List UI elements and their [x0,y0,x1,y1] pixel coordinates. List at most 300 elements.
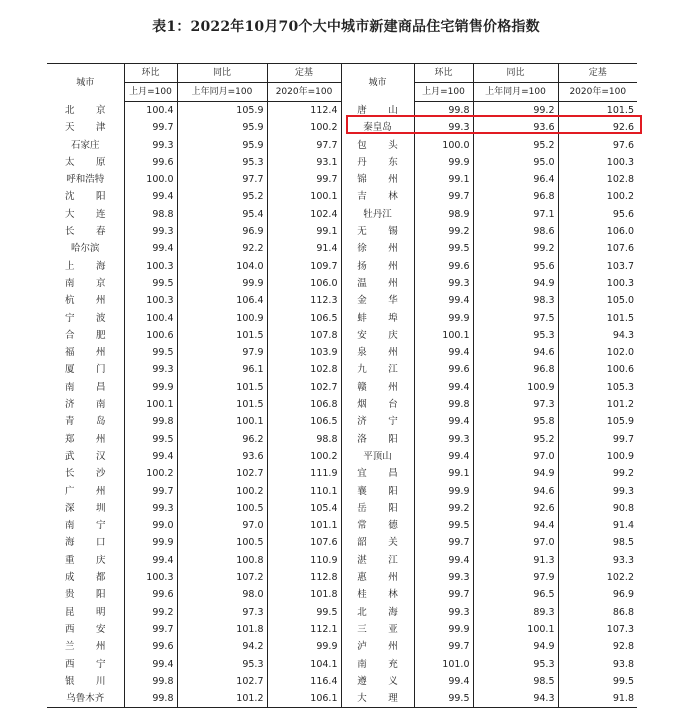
right-mom-cell: 99.9 [414,154,473,171]
left-base-cell: 103.9 [267,344,341,361]
right-mom-cell: 99.3 [414,119,473,136]
right-mom-cell: 99.9 [414,621,473,638]
left-yoy-cell: 102.7 [177,673,267,690]
right-yoy-cell: 95.3 [473,327,558,344]
table-row [47,188,637,205]
table-row [47,292,637,309]
right-yoy-cell: 99.2 [473,240,558,257]
left-city-cell: 海 口 [64,537,112,549]
left-mom-cell: 99.2 [124,604,177,621]
header-yoy-sub-left: 上年同月=100 [177,83,267,102]
right-yoy-cell: 92.6 [473,500,558,517]
right-mom-cell: 99.2 [414,500,473,517]
right-city-cell: 锦 州 [341,171,414,188]
left-base-cell: 100.2 [267,119,341,136]
left-base-cell: 100.2 [267,448,341,465]
right-base-cell: 99.2 [558,465,637,482]
left-mom-cell: 99.5 [124,344,177,361]
left-yoy-cell: 107.2 [177,569,267,586]
left-base-cell: 106.1 [267,690,341,708]
right-yoy-cell: 99.2 [473,102,558,120]
table-row [47,413,637,430]
right-base-cell: 93.8 [558,656,637,673]
left-base-cell: 93.1 [267,154,341,171]
right-city-cell: 丹 东 [341,154,414,171]
table-row [47,310,637,327]
right-yoy-cell: 96.8 [473,188,558,205]
left-city-cell: 福 州 [64,347,112,359]
header-mom-left: 环比 [124,64,177,83]
right-city-cell: 包 头 [341,137,414,154]
right-yoy-cell: 98.5 [473,673,558,690]
right-yoy-cell: 94.3 [473,690,558,708]
right-base-cell: 102.2 [558,569,637,586]
right-base-cell: 105.9 [558,413,637,430]
left-city-cell: 合 肥 [64,329,112,341]
table-row [47,604,637,621]
right-mom-cell: 99.3 [414,604,473,621]
left-city-cell: 北 京 [64,104,112,116]
left-city-cell: 武 汉 [64,450,112,462]
left-yoy-cell: 100.5 [177,534,267,551]
right-base-cell: 106.0 [558,223,637,240]
left-base-cell: 97.7 [267,137,341,154]
left-yoy-cell: 95.4 [177,206,267,223]
left-mom-cell: 99.9 [124,534,177,551]
right-base-cell: 101.5 [558,310,637,327]
left-mom-cell: 99.3 [124,137,177,154]
table-title: 表1：2022年10月70个大中城市新建商品住宅销售价格指数 [152,19,540,35]
left-yoy-cell: 97.7 [177,171,267,188]
left-mom-cell: 99.6 [124,586,177,603]
left-mom-cell: 99.8 [124,413,177,430]
right-yoy-cell: 95.2 [473,137,558,154]
left-yoy-cell: 105.9 [177,102,267,120]
left-yoy-cell: 93.6 [177,448,267,465]
right-base-cell: 107.6 [558,240,637,257]
left-yoy-cell: 101.5 [177,379,267,396]
left-mom-cell: 99.6 [124,638,177,655]
right-base-cell: 103.7 [558,258,637,275]
right-yoy-cell: 95.6 [473,258,558,275]
right-mom-cell: 99.6 [414,361,473,378]
left-base-cell: 102.4 [267,206,341,223]
table-row [47,137,637,154]
left-city-cell: 银 川 [64,675,112,687]
right-city-cell: 大 理 [341,690,414,708]
right-yoy-cell: 95.8 [473,413,558,430]
left-city-cell: 呼和浩特 [66,174,105,186]
right-mom-cell: 99.4 [414,292,473,309]
left-city-cell: 贵 阳 [64,589,112,601]
right-city-cell: 南 充 [341,656,414,673]
left-yoy-cell: 101.5 [177,396,267,413]
right-mom-cell: 99.1 [414,171,473,188]
right-base-cell: 95.6 [558,206,637,223]
right-base-cell: 96.9 [558,586,637,603]
right-yoy-cell: 95.3 [473,656,558,673]
left-mom-cell: 99.3 [124,223,177,240]
right-yoy-cell: 94.4 [473,517,558,534]
left-city-cell: 宁 波 [64,312,112,324]
right-yoy-cell: 91.3 [473,552,558,569]
right-mom-cell: 99.6 [414,258,473,275]
left-yoy-cell: 101.5 [177,327,267,344]
left-city-cell: 厦 门 [64,364,112,376]
header-city-left: 城市 [76,77,95,88]
right-city-cell: 三 亚 [341,621,414,638]
right-mom-cell: 99.4 [414,673,473,690]
left-yoy-cell: 95.3 [177,656,267,673]
right-mom-cell: 99.7 [414,638,473,655]
left-yoy-cell: 95.3 [177,154,267,171]
right-yoy-cell: 97.1 [473,206,558,223]
right-city-cell: 常 德 [341,517,414,534]
right-city-cell: 韶 关 [341,534,414,551]
right-yoy-cell: 97.0 [473,448,558,465]
right-yoy-cell: 96.8 [473,361,558,378]
left-yoy-cell: 97.0 [177,517,267,534]
left-mom-cell: 99.8 [124,690,177,708]
right-city-cell: 平顶山 [341,448,414,465]
header-base-sub-right: 2020年=100 [558,83,637,102]
header-yoy-sub-right: 上年同月=100 [473,83,558,102]
left-city-cell: 西 安 [64,623,112,635]
left-base-cell: 109.7 [267,258,341,275]
left-mom-cell: 99.8 [124,673,177,690]
table-body [47,102,637,708]
left-city-cell: 天 津 [64,122,112,134]
header-base-left: 定基 [267,64,341,83]
right-base-cell: 86.8 [558,604,637,621]
left-yoy-cell: 99.9 [177,275,267,292]
left-yoy-cell: 100.5 [177,500,267,517]
left-base-cell: 99.5 [267,604,341,621]
right-city-cell: 湛 江 [341,552,414,569]
right-yoy-cell: 100.1 [473,621,558,638]
right-mom-cell: 99.9 [414,310,473,327]
right-city-cell: 温 州 [341,275,414,292]
right-mom-cell: 98.9 [414,206,473,223]
left-base-cell: 116.4 [267,673,341,690]
right-city-cell: 安 庆 [341,327,414,344]
left-yoy-cell: 100.1 [177,413,267,430]
table-row [47,586,637,603]
price-index-table [47,63,637,708]
right-mom-cell: 99.5 [414,517,473,534]
right-base-cell: 90.8 [558,500,637,517]
table-row [47,569,637,586]
left-yoy-cell: 106.4 [177,292,267,309]
right-mom-cell: 100.0 [414,137,473,154]
header-mom-sub-right: 上月=100 [414,83,473,102]
left-mom-cell: 99.4 [124,656,177,673]
right-city-cell: 赣 州 [341,379,414,396]
left-yoy-cell: 95.9 [177,137,267,154]
right-mom-cell: 99.8 [414,102,473,120]
right-city-cell: 遵 义 [341,673,414,690]
left-mom-cell: 99.4 [124,448,177,465]
left-yoy-cell: 101.8 [177,621,267,638]
left-yoy-cell: 104.0 [177,258,267,275]
right-base-cell: 100.3 [558,275,637,292]
table-row [47,327,637,344]
right-base-cell: 92.8 [558,638,637,655]
header-yoy-left: 同比 [177,64,267,83]
right-city-cell: 吉 林 [341,188,414,205]
left-yoy-cell: 102.7 [177,465,267,482]
right-yoy-cell: 89.3 [473,604,558,621]
left-city-cell: 乌鲁木齐 [66,693,105,705]
right-city-cell: 宜 昌 [341,465,414,482]
table-row [47,517,637,534]
right-mom-cell: 99.4 [414,344,473,361]
table-row [47,690,637,708]
left-base-cell: 107.6 [267,534,341,551]
right-yoy-cell: 94.6 [473,344,558,361]
left-yoy-cell: 101.2 [177,690,267,708]
left-mom-cell: 99.4 [124,552,177,569]
table-row [47,258,637,275]
left-base-cell: 99.9 [267,638,341,655]
right-city-cell: 秦皇岛 [341,119,414,136]
left-city-cell: 太 原 [64,156,112,168]
left-yoy-cell: 97.9 [177,344,267,361]
right-mom-cell: 100.1 [414,327,473,344]
right-yoy-cell: 94.9 [473,275,558,292]
right-mom-cell: 99.3 [414,431,473,448]
table-row [47,431,637,448]
left-mom-cell: 99.3 [124,500,177,517]
right-city-cell: 烟 台 [341,396,414,413]
left-mom-cell: 100.4 [124,310,177,327]
left-mom-cell: 100.0 [124,171,177,188]
left-base-cell: 106.0 [267,275,341,292]
right-base-cell: 100.9 [558,448,637,465]
left-mom-cell: 99.7 [124,483,177,500]
left-mom-cell: 99.9 [124,379,177,396]
left-yoy-cell: 100.9 [177,310,267,327]
right-mom-cell: 99.4 [414,413,473,430]
left-yoy-cell: 97.3 [177,604,267,621]
left-city-cell: 郑 州 [64,433,112,445]
right-yoy-cell: 96.4 [473,171,558,188]
table-row [47,223,637,240]
header-base-right: 定基 [558,64,637,83]
left-mom-cell: 99.7 [124,621,177,638]
right-mom-cell: 99.7 [414,188,473,205]
table-row [47,102,637,120]
table-row [47,119,637,136]
table-row [47,465,637,482]
left-base-cell: 101.8 [267,586,341,603]
table-row [47,500,637,517]
right-mom-cell: 99.7 [414,534,473,551]
left-city-cell: 上 海 [64,260,112,272]
right-city-cell: 襄 阳 [341,483,414,500]
right-city-cell: 泉 州 [341,344,414,361]
right-yoy-cell: 97.3 [473,396,558,413]
right-mom-cell: 99.1 [414,465,473,482]
right-base-cell: 102.8 [558,171,637,188]
left-base-cell: 110.9 [267,552,341,569]
right-yoy-cell: 97.5 [473,310,558,327]
table-row [47,361,637,378]
right-city-cell: 牡丹江 [341,206,414,223]
header-yoy-right: 同比 [473,64,558,83]
left-city-cell: 长 沙 [64,468,112,480]
header-city-right: 城市 [341,64,414,102]
right-city-cell: 泸 州 [341,638,414,655]
left-mom-cell: 99.6 [124,154,177,171]
left-mom-cell: 100.2 [124,465,177,482]
left-city-cell: 兰 州 [64,641,112,653]
right-base-cell: 94.3 [558,327,637,344]
left-city-cell: 成 都 [64,572,112,584]
right-mom-cell: 99.4 [414,552,473,569]
left-city-cell: 沈 阳 [64,191,112,203]
right-city-cell: 无 锡 [341,223,414,240]
right-base-cell: 100.3 [558,154,637,171]
right-base-cell: 105.0 [558,292,637,309]
table-row [47,396,637,413]
left-yoy-cell: 95.2 [177,188,267,205]
table-row [47,552,637,569]
right-base-cell: 92.6 [558,119,637,136]
right-yoy-cell: 97.0 [473,534,558,551]
right-base-cell: 101.5 [558,102,637,120]
right-base-cell: 99.7 [558,431,637,448]
right-base-cell: 102.0 [558,344,637,361]
right-city-cell: 金 华 [341,292,414,309]
left-base-cell: 101.1 [267,517,341,534]
left-base-cell: 106.8 [267,396,341,413]
left-base-cell: 106.5 [267,413,341,430]
left-yoy-cell: 96.9 [177,223,267,240]
left-base-cell: 98.8 [267,431,341,448]
right-yoy-cell: 94.9 [473,465,558,482]
right-city-cell: 济 宁 [341,413,414,430]
left-yoy-cell: 100.8 [177,552,267,569]
right-base-cell: 99.3 [558,483,637,500]
left-mom-cell: 99.4 [124,240,177,257]
left-city-cell: 青 岛 [64,416,112,428]
left-base-cell: 104.1 [267,656,341,673]
right-mom-cell: 99.3 [414,569,473,586]
right-base-cell: 100.6 [558,361,637,378]
left-base-cell: 102.8 [267,361,341,378]
left-mom-cell: 100.3 [124,292,177,309]
right-city-cell: 洛 阳 [341,431,414,448]
left-base-cell: 112.1 [267,621,341,638]
left-city-cell: 长 春 [64,226,112,238]
left-city-cell: 杭 州 [64,295,112,307]
left-base-cell: 99.1 [267,223,341,240]
left-yoy-cell: 92.2 [177,240,267,257]
left-mom-cell: 100.3 [124,258,177,275]
right-yoy-cell: 95.2 [473,431,558,448]
header-mom-sub-left: 上月=100 [124,83,177,102]
right-yoy-cell: 93.6 [473,119,558,136]
right-mom-cell: 99.4 [414,379,473,396]
right-base-cell: 93.3 [558,552,637,569]
left-city-cell: 济 南 [64,399,112,411]
right-mom-cell: 99.5 [414,240,473,257]
right-mom-cell: 101.0 [414,656,473,673]
right-base-cell: 91.4 [558,517,637,534]
right-base-cell: 98.5 [558,534,637,551]
left-yoy-cell: 100.2 [177,483,267,500]
right-yoy-cell: 94.6 [473,483,558,500]
left-base-cell: 106.5 [267,310,341,327]
left-city-cell: 南 宁 [64,520,112,532]
right-mom-cell: 99.4 [414,448,473,465]
left-mom-cell: 99.0 [124,517,177,534]
left-base-cell: 105.4 [267,500,341,517]
table-row [47,448,637,465]
left-mom-cell: 99.5 [124,275,177,292]
right-base-cell: 107.3 [558,621,637,638]
left-mom-cell: 100.1 [124,396,177,413]
left-mom-cell: 99.7 [124,119,177,136]
right-mom-cell: 99.5 [414,690,473,708]
left-yoy-cell: 94.2 [177,638,267,655]
right-mom-cell: 99.9 [414,483,473,500]
right-base-cell: 91.8 [558,690,637,708]
header-base-sub-left: 2020年=100 [267,83,341,102]
left-base-cell: 112.8 [267,569,341,586]
table-row [47,154,637,171]
left-mom-cell: 99.3 [124,361,177,378]
left-city-cell: 大 连 [64,208,112,220]
right-city-cell: 徐 州 [341,240,414,257]
table-row [47,206,637,223]
table-row [47,171,637,188]
right-base-cell: 100.2 [558,188,637,205]
right-yoy-cell: 97.9 [473,569,558,586]
left-base-cell: 107.8 [267,327,341,344]
right-base-cell: 97.6 [558,137,637,154]
right-base-cell: 101.2 [558,396,637,413]
table-row [47,673,637,690]
right-yoy-cell: 94.9 [473,638,558,655]
left-base-cell: 112.3 [267,292,341,309]
left-mom-cell: 98.8 [124,206,177,223]
right-city-cell: 唐 山 [341,102,414,120]
left-city-cell: 昆 明 [64,606,112,618]
left-city-cell: 南 昌 [64,381,112,393]
right-yoy-cell: 98.3 [473,292,558,309]
left-city-cell: 西 宁 [64,658,112,670]
left-mom-cell: 100.4 [124,102,177,120]
left-base-cell: 102.7 [267,379,341,396]
left-yoy-cell: 95.9 [177,119,267,136]
left-city-cell: 哈尔滨 [70,243,100,255]
left-mom-cell: 99.5 [124,431,177,448]
right-city-cell: 岳 阳 [341,500,414,517]
right-mom-cell: 99.3 [414,275,473,292]
right-city-cell: 扬 州 [341,258,414,275]
left-base-cell: 91.4 [267,240,341,257]
left-mom-cell: 99.4 [124,188,177,205]
table-row [47,483,637,500]
table-row [47,275,637,292]
left-mom-cell: 100.3 [124,569,177,586]
left-base-cell: 99.7 [267,171,341,188]
right-city-cell: 桂 林 [341,586,414,603]
left-yoy-cell: 96.1 [177,361,267,378]
right-city-cell: 北 海 [341,604,414,621]
